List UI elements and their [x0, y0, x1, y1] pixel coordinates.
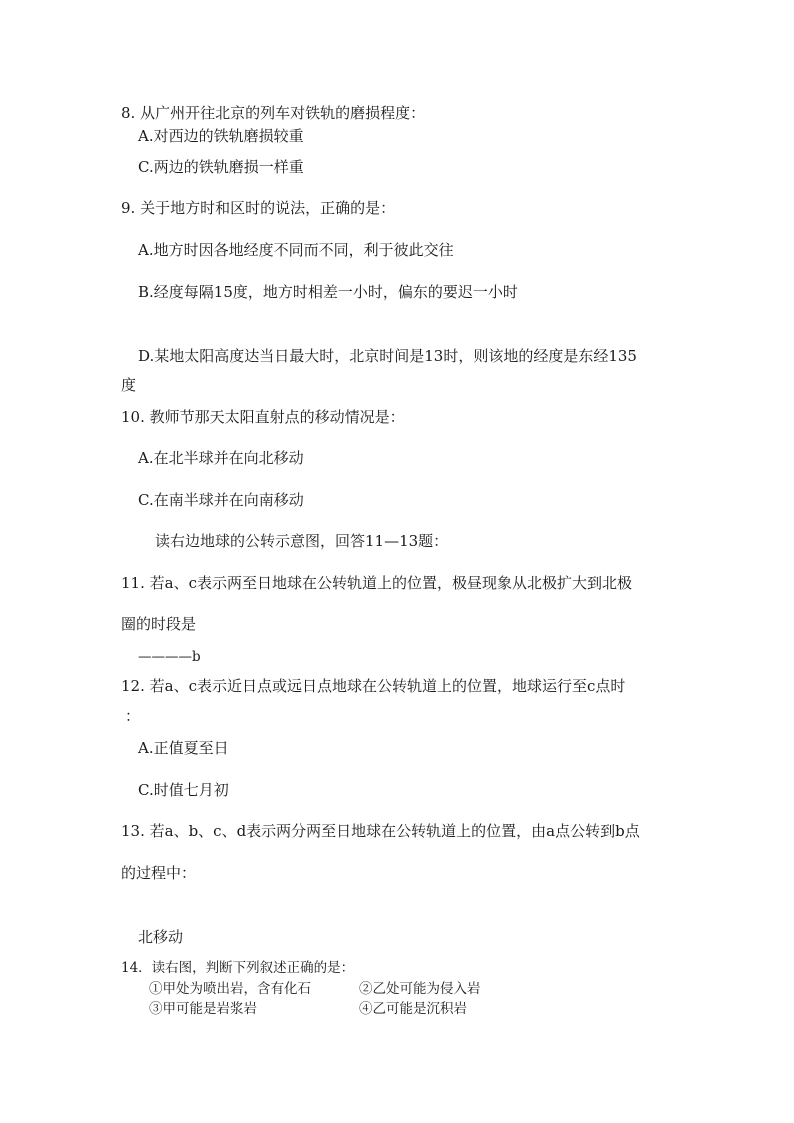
question-14-option-4: ④乙可能是沉积岩	[359, 1001, 467, 1017]
question-12-line2: ：	[125, 707, 141, 725]
question-11-line1: 11. 若a、c表示两至日地球在公转轨道上的位置，极昼现象从北极扩大到北极	[121, 574, 632, 592]
question-14-stem: 14．读右图，判断下列叙述正确的是：	[121, 960, 355, 976]
question-12-option-a: A.正值夏至日	[138, 739, 229, 757]
question-10-option-a: A.在北半球并在向北移动	[138, 449, 304, 467]
question-11-line2: 圈的时段是	[121, 615, 197, 633]
question-9-option-b: B.经度每隔15度，地方时相差一小时，偏东的要迟一小时	[138, 283, 518, 301]
question-13-fragment: 北移动	[138, 928, 184, 946]
question-10-stem: 10. 教师节那天太阳直射点的移动情况是：	[121, 408, 405, 426]
intro-11-13: 读右边地球的公转示意图，回答11—13题：	[155, 532, 449, 550]
question-8-stem: 8. 从广州开往北京的列车对铁轨的磨损程度：	[121, 104, 426, 122]
question-14-option-1: ①甲处为喷出岩，含有化石	[149, 981, 311, 997]
question-14-option-2: ②乙处可能为侵入岩	[359, 981, 481, 997]
question-9-option-a: A.地方时因各地经度不同而不同，利于彼此交往	[138, 241, 454, 259]
question-13-line2: 的过程中：	[121, 864, 197, 882]
question-12-option-c: C.时值七月初	[138, 781, 229, 799]
question-8-option-a: A.对西边的铁轨磨损较重	[138, 127, 304, 145]
question-9-option-d-line1: D.某地太阳高度达当日最大时，北京时间是13时，则该地的经度是东经135	[138, 347, 637, 365]
question-11-fragment: ————b	[138, 649, 201, 665]
question-13-line1: 13. 若a、b、c、d表示两分两至日地球在公转轨道上的位置，由a点公转到b点	[121, 822, 640, 840]
question-9-option-d-line2: 度	[121, 376, 137, 394]
question-8-option-c: C.两边的铁轨磨损一样重	[138, 158, 304, 176]
question-9-stem: 9. 关于地方时和区时的说法，正确的是：	[121, 199, 396, 217]
question-10-option-c: C.在南半球并在向南移动	[138, 491, 304, 509]
question-14-option-3: ③甲可能是岩浆岩	[149, 1001, 257, 1017]
question-12-line1: 12. 若a、c表示近日点或远日点地球在公转轨道上的位置，地球运行至c点时	[121, 677, 626, 695]
